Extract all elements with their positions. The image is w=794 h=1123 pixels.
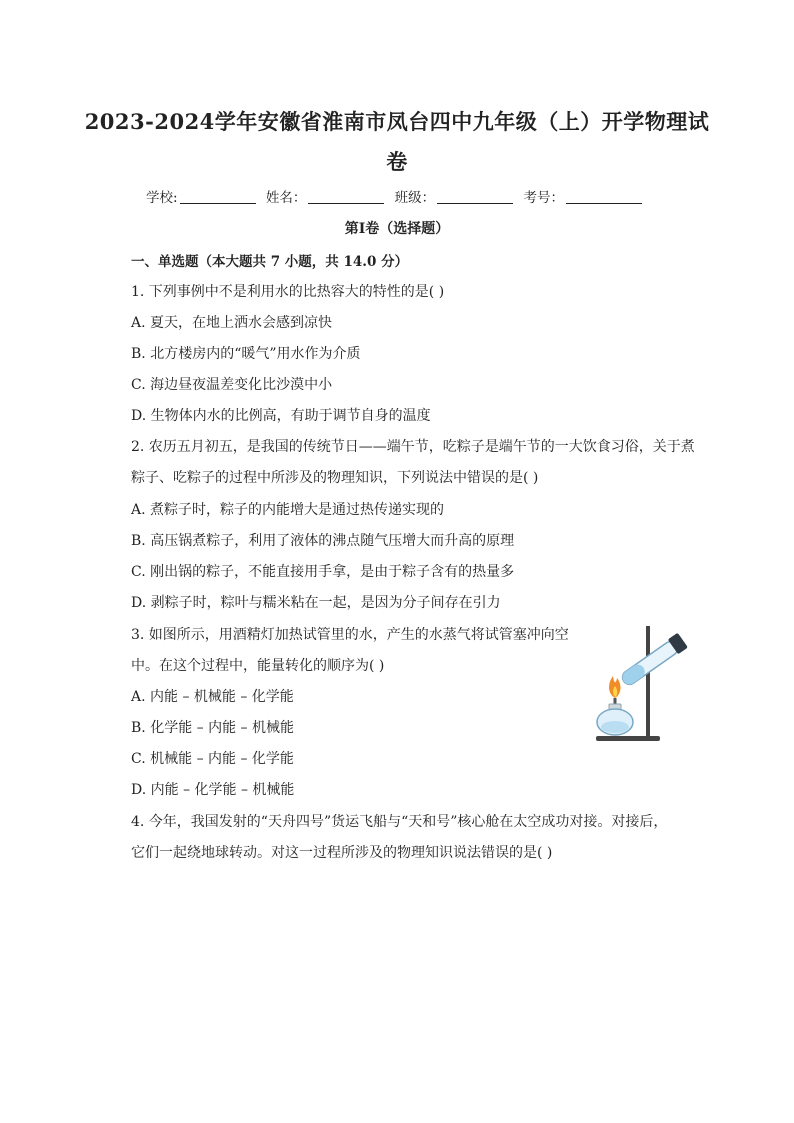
stand-base: [596, 736, 660, 741]
name-label: 姓名：: [265, 190, 307, 206]
question-2-option-c: C. 刚出锅的粽子，不能直接用手拿，是由于粽子含有的热量多: [131, 564, 515, 580]
question-2-option-d: D. 剥粽子时，粽叶与糯米粘在一起，是因为分子间存在引力: [131, 595, 501, 611]
exam-title-line-2: 卷: [386, 149, 408, 174]
question-2-stem-line-1: 2. 农历五月初五，是我国的传统节日——端午节，吃粽子是端午节的一大饮食习俗，关于煮: [131, 439, 695, 455]
question-2-stem-line-2: 粽子、吃粽子的过程中所涉及的物理知识，下列说法中错误的是( ): [131, 470, 539, 486]
question-1-stem: 1. 下列事例中不是利用水的比热容大的特性的是( ): [131, 284, 445, 300]
number-blank[interactable]: [566, 190, 642, 204]
question-3-option-a: A. 内能 – 机械能 – 化学能: [131, 689, 294, 705]
school-label: 学校:: [146, 190, 178, 206]
question-2-option-b: B. 高压锅煮粽子，利用了液体的沸点随气压增大而升高的原理: [131, 533, 515, 549]
question-3-stem-line-1: 3. 如图所示，用酒精灯加热试管里的水，产生的水蒸气将试管塞冲向空: [131, 627, 569, 643]
class-label: 班级：: [394, 190, 436, 206]
question-1-option-b: B. 北方楼房内的“暖气”用水作为介质: [131, 346, 361, 362]
question-3-option-c: C. 机械能 – 内能 – 化学能: [131, 751, 294, 767]
question-1-option-d: D. 生物体内水的比例高，有助于调节自身的温度: [131, 408, 431, 424]
exam-title-line-1: 2023-2024学年安徽省淮南市凤台四中九年级（上）开学物理试: [84, 109, 710, 134]
section-title: 第I卷（选择题）: [344, 221, 450, 237]
question-4-stem-line-2: 它们一起绕地球转动。对这一过程所涉及的物理知识说法错误的是( ): [131, 845, 553, 861]
name-blank[interactable]: [308, 190, 384, 204]
number-label: 考号：: [523, 190, 564, 206]
class-blank[interactable]: [437, 190, 513, 204]
question-3-option-d: D. 内能 – 化学能 – 机械能: [131, 782, 295, 798]
question-3-option-b: B. 化学能 – 内能 – 机械能: [131, 720, 294, 736]
part-heading: 一、单选题（本大题共 7 小题，共 14.0 分）: [131, 254, 409, 270]
alcohol-lamp-test-tube-figure: [590, 618, 700, 748]
question-3-stem-line-2: 中。在这个过程中，能量转化的顺序为( ): [131, 658, 385, 674]
question-1-option-c: C. 海边昼夜温差变化比沙漠中小: [131, 377, 333, 393]
question-4-stem-line-1: 4. 今年，我国发射的“天舟四号”货运飞船与“天和号”核心舱在太空成功对接。对接后，: [131, 814, 668, 830]
stand-rod: [646, 626, 650, 738]
test-tube: [619, 633, 688, 689]
question-2-option-a: A. 煮粽子时，粽子的内能增大是通过热传递实现的: [131, 502, 445, 518]
student-info-row: [0, 186, 794, 206]
question-1-option-a: A. 夏天，在地上洒水会感到凉快: [131, 315, 333, 331]
school-blank[interactable]: [180, 190, 256, 204]
